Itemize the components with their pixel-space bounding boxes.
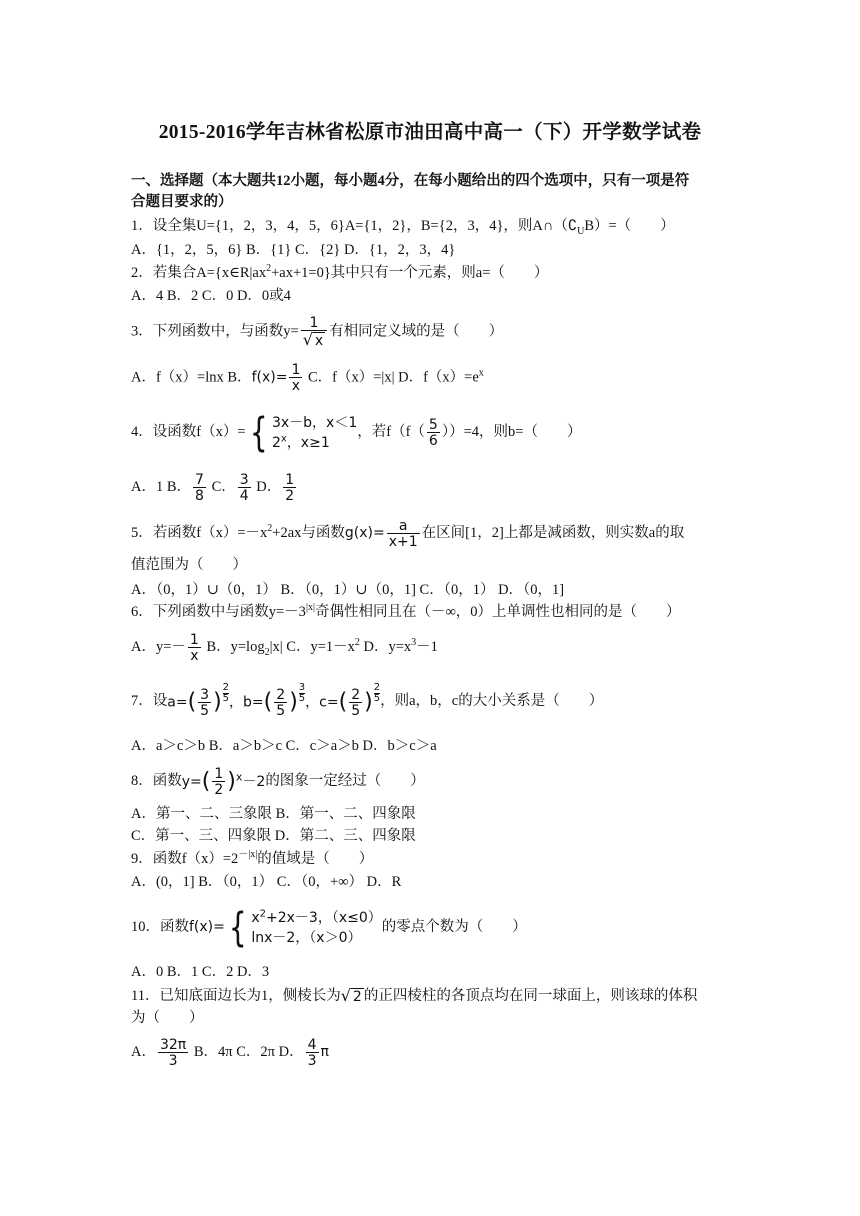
- fraction: $\frac{5}{6}$: [428, 416, 438, 449]
- question-7-options: A．a＞c＞b B．a＞b＞c C．c＞a＞b D．b＞c＞a: [131, 738, 437, 754]
- fraction: $\frac{1}{√ x}$: [301, 316, 328, 348]
- fraction: $\frac{1}{x}$: [189, 631, 199, 664]
- question-5-stem: 5．若函数$f(x)=-x^2+2ax$与函数g(x)= $\frac{a}{x+1}$ 在区间[1，2]上都是减函数，则实数a的取: [131, 517, 685, 550]
- question-9-options: A．(0，1] B．（0，1） C．（0，+∞） D．R: [131, 874, 402, 890]
- power-expression: y=( $\frac{1}{2}$ )$^x$－2: [181, 765, 266, 798]
- piecewise: { 3x－b，x＜1 2$^x$，x≥1: [249, 409, 358, 456]
- question-3-options: A．f（x）=lnx B．f(x)= $\frac{1}{x}$ C．f（x）=|x| D．$f(x)=e^x$: [131, 362, 484, 394]
- fraction: $\frac{7}{8}$: [195, 471, 204, 504]
- sqrt: √ x: [302, 330, 324, 349]
- question-4-stem: 4．设函数f（x）= { 3x－b，x＜1 2$^x$，x≥1 ，若f（f（ $\frac{5}{6}$ ））=4，则b=（ ）: [131, 409, 582, 456]
- fraction: $\frac{1}{x}$: [291, 362, 301, 394]
- question-10-stem: 10．函数f(x)= { $x^2+2x-3$，（x≤0） lnx－2，（x＞0） 的零点个数为（ ）: [131, 904, 527, 951]
- section-heading: 一、选择题（本大题共12小题，每小题4分，在每小题给出的四个选项中，只有一项是符: [131, 173, 690, 189]
- fraction: $\frac{1}{2}$: [285, 471, 295, 504]
- question-7-stem: 7．设a=( $\frac{3}{5}$ ) $\frac{2}{5}$ ，b=( $\frac{2}{5}$ ) $\frac{3}{5}$ ，c=( $\frac{2}{5}$ ) $\frac{2}{5}$ ，则a，b，c的大小关系是（ ）: [131, 682, 604, 719]
- page-title: 2015-2016学年吉林省松原市油田高中高一（下）开学数学试卷: [158, 122, 702, 143]
- question-5-stem-cont: 值范围为（ ）: [131, 557, 247, 573]
- question-3-stem: 3．下列函数中，与函数y= $\frac{1}{√ x}$ 有相同定义域的是（ ）: [131, 315, 504, 349]
- section-heading-cont: 合题目要求的）: [131, 194, 233, 210]
- question-9-stem: 9．函数$f(x)=2^{-|x|}$的值域是（ ）: [131, 849, 374, 867]
- question-8-stem: 8．函数y=( $\frac{1}{2}$ )$^x$－2的图象一定经过（ ）: [131, 765, 425, 798]
- fraction: $\frac{a}{x+1}$: [388, 517, 418, 550]
- question-1-stem: 1．设全集U={1，2，3，4，5，6}A={1，2}，B={2，3，4}，则$A\cap(∁_UB)=$（ ）: [131, 218, 675, 237]
- question-11-stem-cont: 为（ ）: [131, 1010, 204, 1026]
- question-2-stem: 2．若集合$A=\{x\in R|ax^2+ax+1=0\}$其中只有一个元素，则a=（ ）: [131, 263, 549, 281]
- question-5-options: A．（0，1）∪（0，1） B．（0，1）∪（0，1] C．（0，1） D．（0，1]: [131, 582, 565, 598]
- power-expression: ，c=( $\frac{2}{5}$ ) $\frac{2}{5}$: [305, 682, 381, 719]
- question-8-options-1: A．第一、二、三象限 B．第一、二、四象限: [131, 806, 416, 822]
- question-4-options: A．1 B． $\frac{7}{8}$ C． $\frac{3}{4}$ D． $\frac{1}{2}$: [131, 471, 295, 504]
- question-8-options-2: C．第一、三、四象限 D．第二、三、四象限: [131, 828, 416, 844]
- fraction: $\frac{3}{4}$: [239, 471, 249, 504]
- question-6-stem: 6．下列函数中与函数$y=-3^{|x|}$奇偶性相同且在（－∞，0）上单调性也相同的是（ ）: [131, 602, 681, 620]
- sqrt: √ 2: [340, 986, 362, 1006]
- question-6-options: A．y=－ $\frac{1}{x}$ B．$y=\log_2|x|$ C．$y=1-x^2$ D．$y=x^3-1$: [131, 631, 438, 664]
- power-expression: ，b=( $\frac{2}{5}$ ) $\frac{3}{5}$: [229, 682, 306, 719]
- question-11-options: A． $\frac{32\pi}{3}$ B．4π C．2π D． $\frac{4}{3}$ π: [131, 1036, 329, 1069]
- question-2-options: A．4 B．2 C．0 D．0或4: [131, 288, 291, 304]
- fraction: $\frac{4}{3}$: [307, 1036, 317, 1069]
- question-11-stem: 11．已知底面边长为1，侧棱长为√ 2 的正四棱柱的各顶点均在同一球面上，则该球的体积: [131, 986, 698, 1006]
- fraction: $\frac{32\pi}{3}$: [159, 1036, 187, 1069]
- power-expression: a=( $\frac{3}{5}$ ) $\frac{2}{5}$: [167, 682, 230, 719]
- piecewise: { $x^2+2x-3$，（x≤0） lnx－2，（x＞0）: [228, 904, 382, 951]
- question-10-options: A．0 B．1 C．2 D．3: [131, 964, 270, 980]
- question-1-options: A．{1，2，5，6} B．{1} C．{2} D．{1，2，3，4}: [131, 242, 456, 258]
